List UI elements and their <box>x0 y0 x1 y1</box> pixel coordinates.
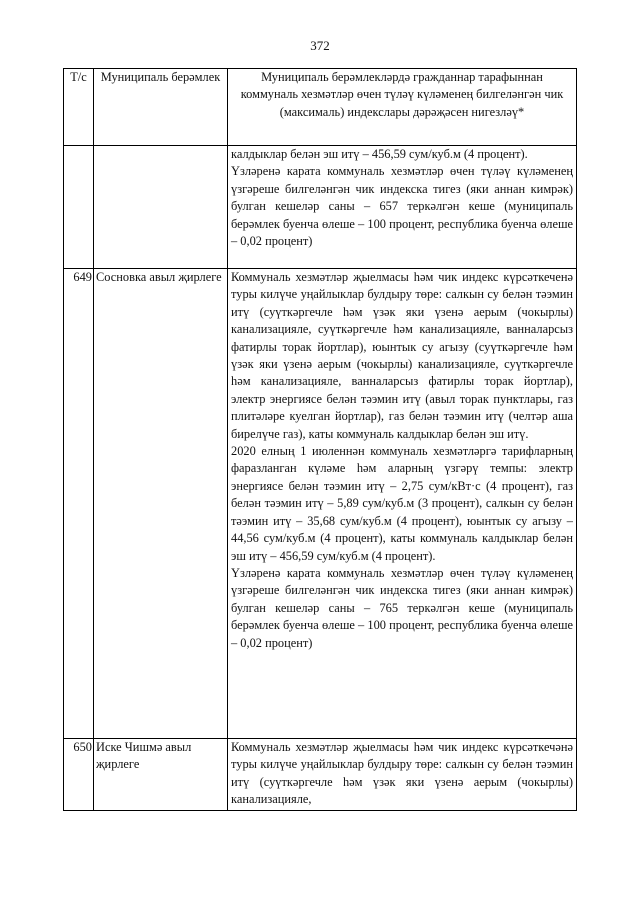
row-number: 649 <box>64 269 94 739</box>
table-row <box>64 269 577 739</box>
row-indices <box>228 269 577 739</box>
row-municipality: Иске Чишмә авыл җирлеге <box>94 739 228 811</box>
row-paragraph: Үзләренә карата коммуналь хезмәтләр өчен түләү күләменең үзгәреше билгеләнгән чик индекска тигез (яки аннан кимрәк) булган кешеләр саны – 657 теркәлгән кеше (муниципаль берәмлек буенча өлеше – 100 процент, республика буенча өлеше – 0,02 процент) <box>231 164 573 249</box>
table-header-row <box>64 69 577 146</box>
table-row <box>64 146 577 269</box>
row-paragraph: Коммуналь хезмәтләр җыелмасы һәм чик индекс күрсәткечәнә туры килүче уңайлыклар булдыру төре: салкын су белән тәэмин итү (суүткәргечле һәм үзәк яки үзенә аерым (чокырлы) канализацияле, <box>231 740 573 807</box>
header-municipality: Муниципаль берәмлек <box>94 69 228 146</box>
row-paragraph: Үзләренә карата коммуналь хезмәтләр өчен түләү күләменең үзгәреше билгеләнгән чик индекска тигез (яки аннан кимрәк) булган кешеләр саны – 765 теркәлгән кеше (муниципаль берәмлек буенча өлеше – 100 процент, республика буенча өлеше – 0,02 процент) <box>231 565 573 650</box>
row-paragraph: Коммуналь хезмәтләр җыелмасы һәм чик индекс күрсәткеченә туры килүче уңайлыклар булдыру төре: салкын су белән тәэмин итү (суүткәргечле һәм үзәк яки үзенә аерым (чокырлы) канализацияле, суүткәргечле һәм канализацияле, ванналарсыз фатирлы торак йортлар), юынтык су агызу (суүткәргечле һәм үзәк яки үзенә аерым (чокырлы) канализацияле, суүткәргечле һәм канализацияле, ванналарсыз фатирлы торак йортлар), электр энергиясе белән тәэмин итү (авыл торак пунктлары, газ плитәләре куелган йортлар), газ белән тәэмин итү (челтәр аша бирелүче газ), каты коммуналь калдыклар белән эш итү. <box>231 270 573 441</box>
row-number: 650 <box>64 739 94 811</box>
row-paragraph: калдыклар белән эш итү – 456,59 сум/куб.м (4 процент). <box>231 147 528 161</box>
table-row <box>64 739 577 811</box>
row-number <box>64 146 94 269</box>
row-municipality: Сосновка авыл җирлеге <box>94 269 228 739</box>
row-paragraph: 2020 елның 1 июленнән коммуналь хезмәтләргә тарифларның фаразланган күләме һәм аларның үзгәрү темпы: электр энергиясе белән тәэмин итү – 2,75 сум/кВт·с (4 процент), газ белән тәэмин итү – 5,89 сум/куб.м (3 процент), салкын су белән тәэмин итү – 35,68 сум/куб.м (4 процент), юынтык су агызу – 44,56 сум/куб.м (4 процент), каты коммуналь калдыклар белән эш итү – 456,59 сум/куб.м (4 процент). <box>231 444 573 563</box>
header-indices: Муниципаль берәмлекләрдә гражданнар тарафыннан коммуналь хезмәтләр өчен түләү күләменең билгеләнгән чик (максималь) индекслары дәрәҗәсен нигезләү* <box>228 69 577 146</box>
row-municipality <box>94 146 228 269</box>
page-number: 372 <box>310 38 330 53</box>
header-number: Т/с <box>64 69 94 146</box>
row-indices <box>228 146 577 269</box>
row-indices <box>228 739 577 811</box>
municipal-indices-table <box>63 68 577 811</box>
